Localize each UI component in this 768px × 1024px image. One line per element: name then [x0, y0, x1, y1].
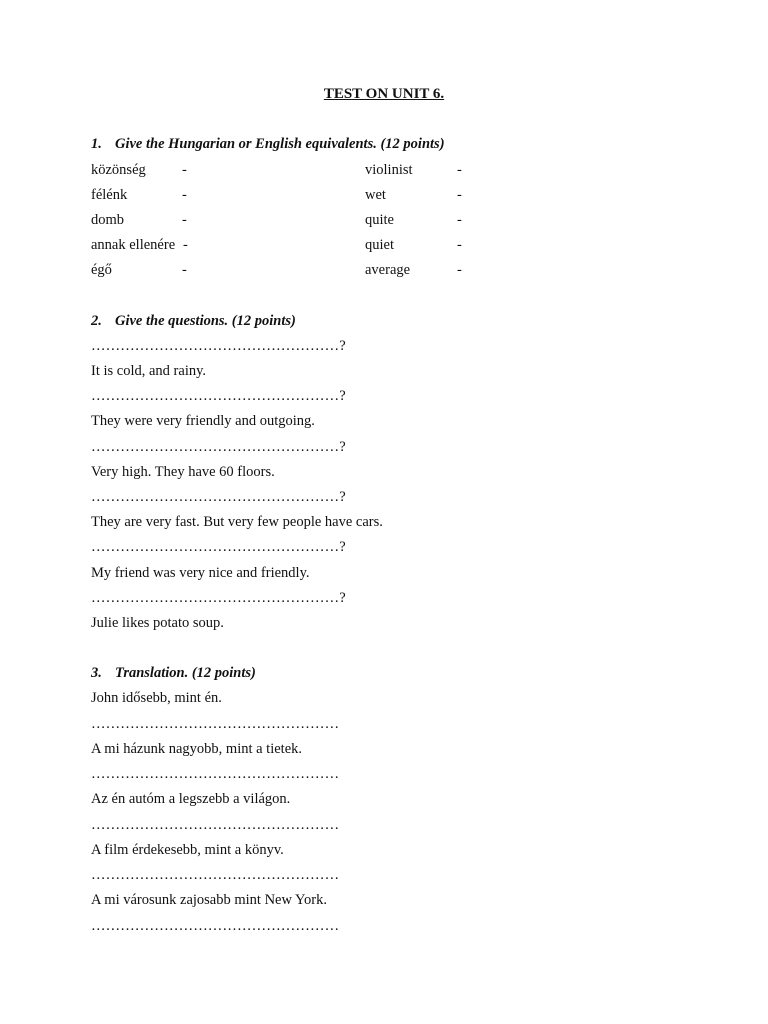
answer-text: They were very friendly and outgoing.	[91, 413, 315, 429]
translation-sentence: A film érdekesebb, mint a könyv.	[91, 842, 284, 858]
section-3-number: 3.	[91, 665, 102, 681]
vocab-left-word: annak ellenére	[91, 237, 176, 253]
section-3-title: Translation. (12 points)	[115, 665, 256, 681]
translation-sentence: John idősebb, mint én.	[91, 690, 222, 706]
section-2-heading	[91, 313, 296, 330]
vocab-right-word: wet	[365, 187, 386, 203]
answer-text: It is cold, and rainy.	[91, 363, 207, 379]
vocab-right-word: quiet	[365, 237, 394, 253]
vocab-left-word: égő	[91, 262, 112, 278]
translation-blank-line[interactable]: ……………………………………………	[91, 918, 340, 934]
question-blank-line[interactable]: ……………………………………………?	[91, 388, 346, 404]
vocab-row	[91, 237, 491, 257]
question-blank-line[interactable]: ……………………………………………?	[91, 590, 346, 606]
translation-sentence: Az én autóm a legszebb a világon.	[91, 791, 291, 807]
vocab-left-word: domb	[91, 212, 125, 228]
answer-text: Very high. They have 60 floors.	[91, 464, 275, 480]
vocab-row	[91, 262, 491, 282]
vocab-row	[91, 212, 491, 232]
section-1-number: 1.	[91, 136, 102, 152]
vocab-right-dash: -	[457, 262, 462, 278]
vocab-row	[91, 187, 491, 207]
vocab-left-dash: -	[182, 212, 187, 228]
answer-text: They are very fast. But very few people have cars.	[91, 514, 383, 530]
section-3-heading	[91, 665, 256, 682]
vocab-left-dash: -	[182, 262, 187, 278]
vocab-right-dash: -	[457, 162, 462, 178]
translation-blank-line[interactable]: ……………………………………………	[91, 766, 340, 782]
translation-sentence: A mi házunk nagyobb, mint a tietek.	[91, 741, 303, 757]
question-blank-line[interactable]: ……………………………………………?	[91, 338, 346, 354]
vocab-left-dash: -	[182, 162, 187, 178]
section-1-title: Give the Hungarian or English equivalents. (12 points)	[115, 136, 445, 152]
section-1-heading	[91, 136, 445, 153]
vocab-right-word: average	[365, 262, 411, 278]
vocab-row	[91, 162, 491, 182]
translation-blank-line[interactable]: ……………………………………………	[91, 817, 340, 833]
vocab-right-word: quite	[365, 212, 394, 228]
vocab-right-dash: -	[457, 237, 462, 253]
question-blank-line[interactable]: ……………………………………………?	[91, 539, 346, 555]
vocab-left-word: félénk	[91, 187, 128, 203]
question-blank-line[interactable]: ……………………………………………?	[91, 489, 346, 505]
translation-blank-line[interactable]: ……………………………………………	[91, 867, 340, 883]
vocab-left-dash: -	[182, 187, 187, 203]
translation-blank-line[interactable]: ……………………………………………	[91, 716, 340, 732]
vocab-right-dash: -	[457, 187, 462, 203]
section-2-title: Give the questions. (12 points)	[115, 313, 296, 329]
vocab-left-word: közönség	[91, 162, 146, 178]
answer-text: Julie likes potato soup.	[91, 615, 224, 631]
question-blank-line[interactable]: ……………………………………………?	[91, 439, 346, 455]
vocab-right-word: violinist	[365, 162, 413, 178]
vocab-left-dash: -	[183, 237, 188, 253]
translation-sentence: A mi városunk zajosabb mint New York.	[91, 892, 328, 908]
section-2-number: 2.	[91, 313, 102, 329]
answer-text: My friend was very nice and friendly.	[91, 565, 310, 581]
vocab-right-dash: -	[457, 212, 462, 228]
page-title: TEST ON UNIT 6.	[323, 86, 445, 102]
